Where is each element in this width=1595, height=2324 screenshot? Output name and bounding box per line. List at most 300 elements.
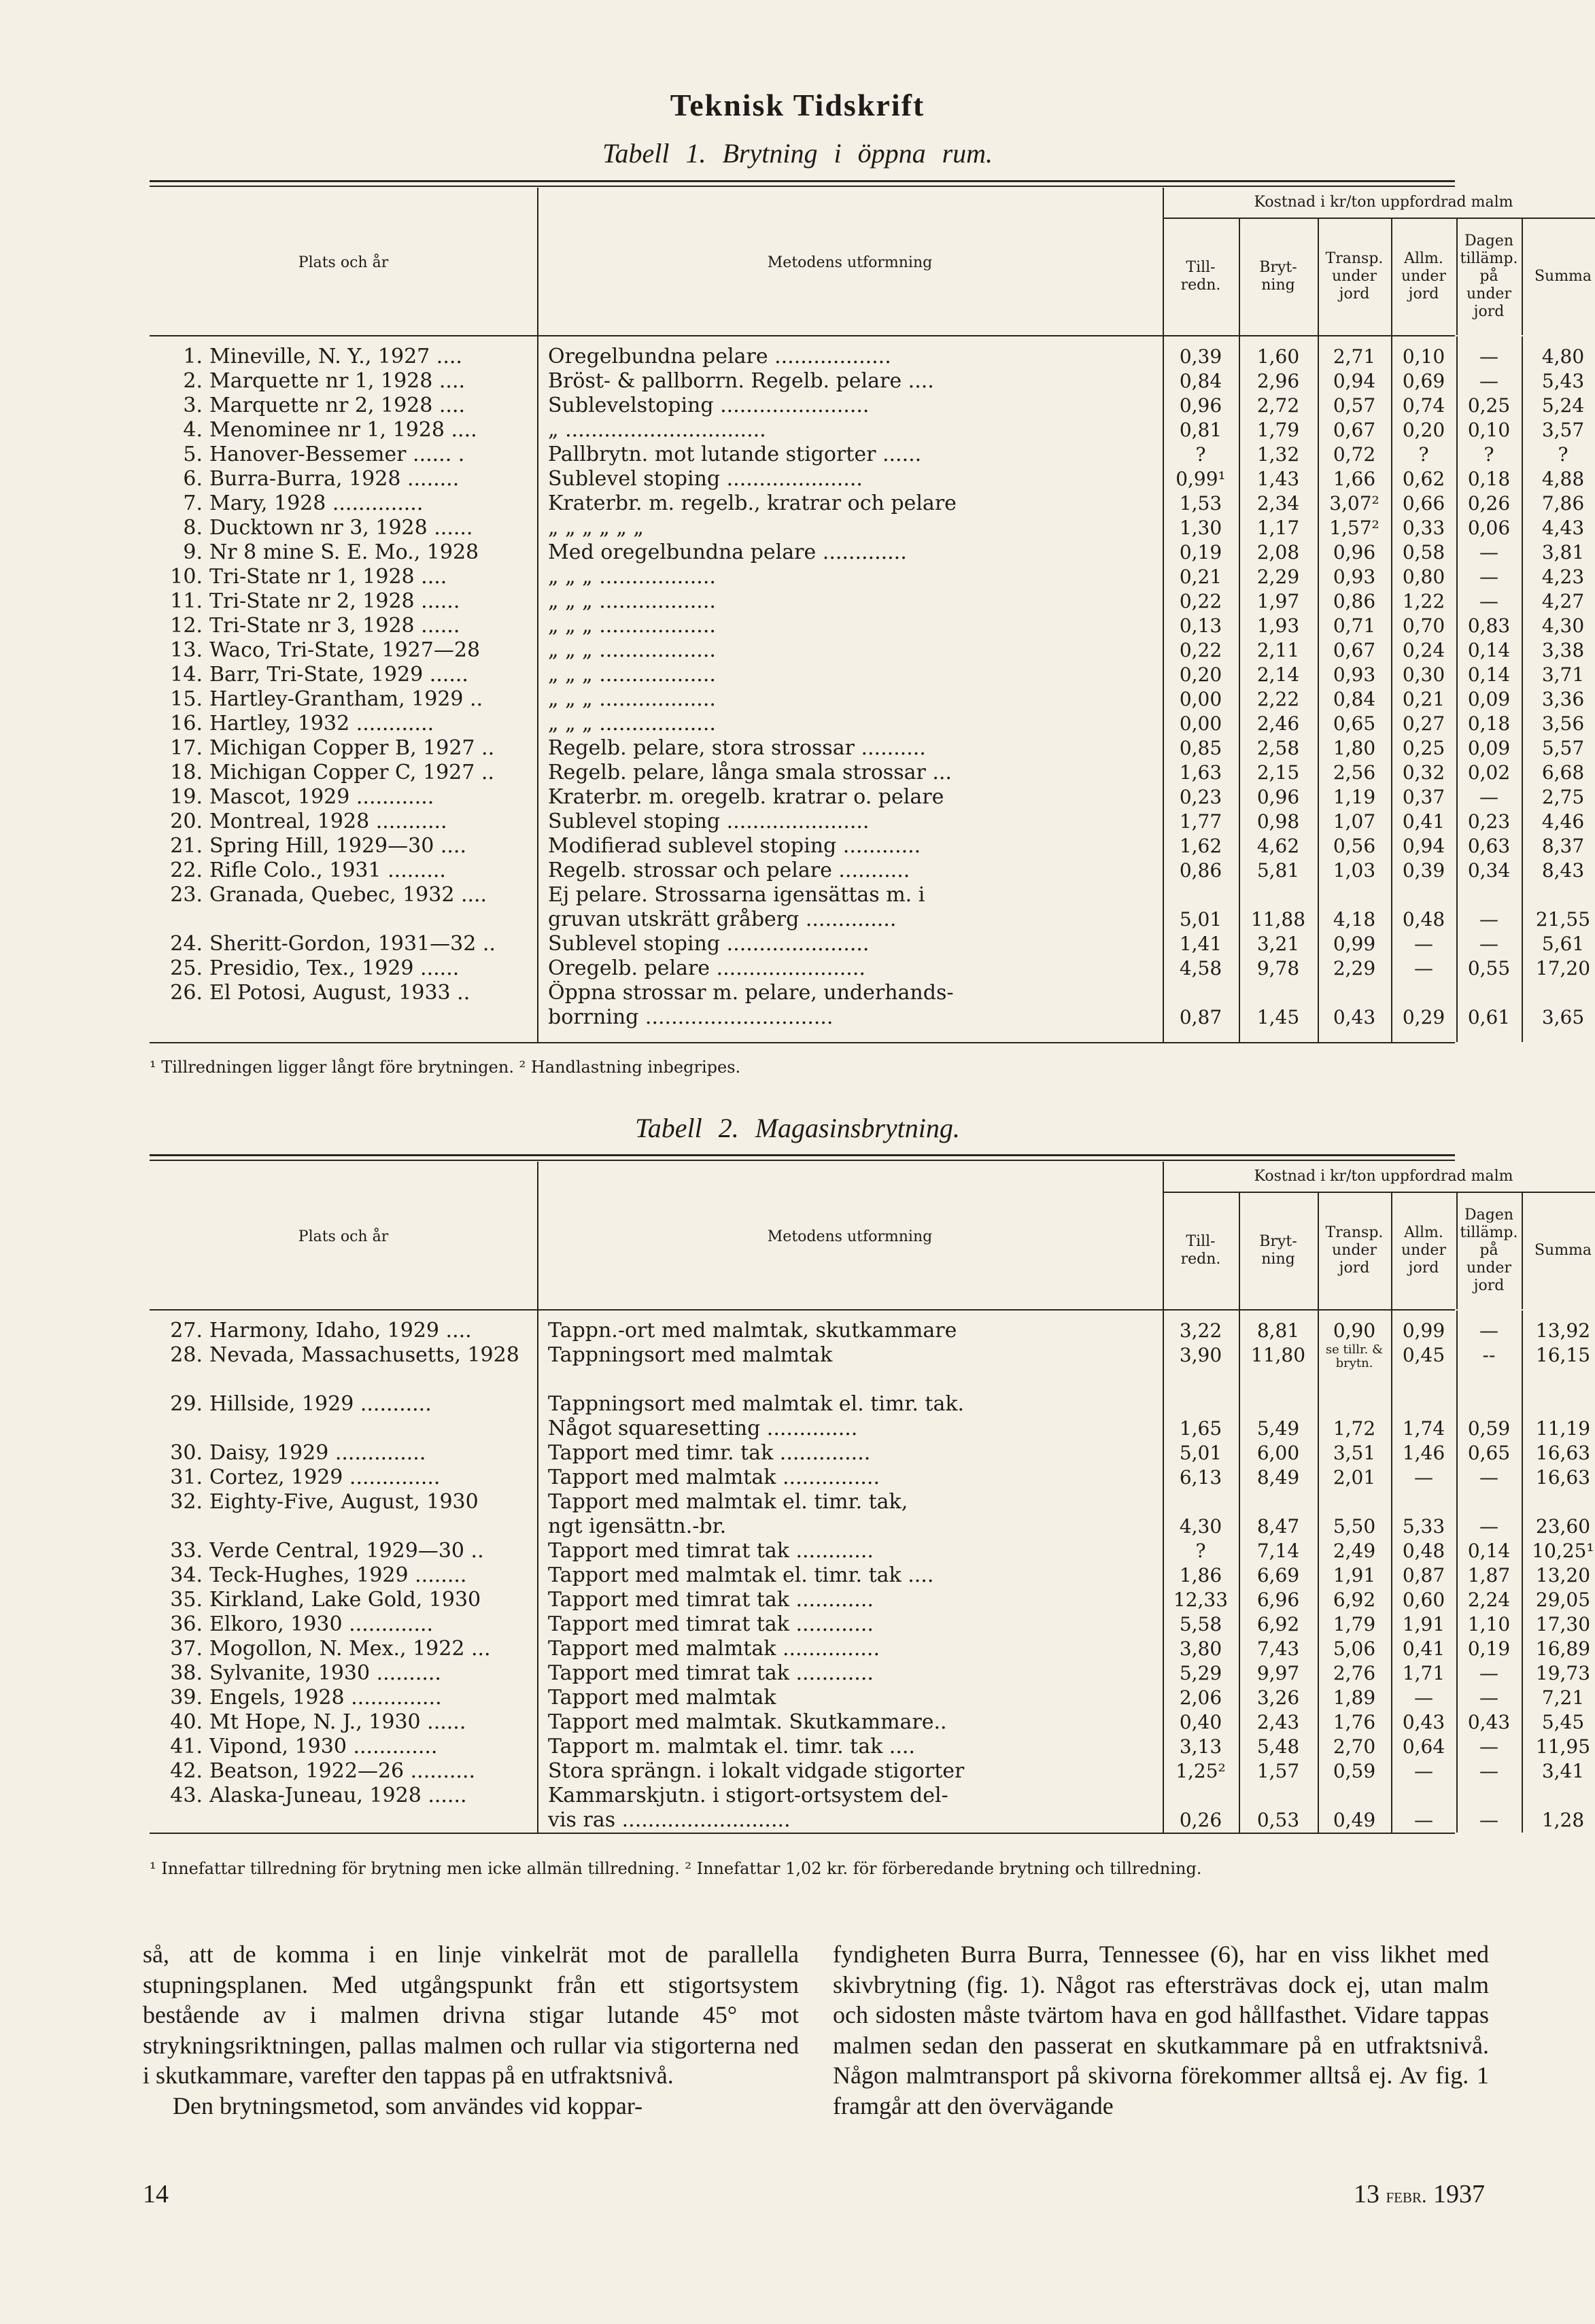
row-method: Sublevel stoping ...................... bbox=[548, 932, 870, 956]
row-place: Ducktown nr 3, 1928 ...... bbox=[209, 516, 473, 540]
table-row bbox=[150, 1005, 1585, 1030]
row-place: Hartley-Grantham, 1929 .. bbox=[209, 687, 483, 711]
row-value: 0,39 bbox=[1402, 859, 1445, 882]
row-value: 7,21 bbox=[1541, 1686, 1585, 1709]
row-value: 0,21 bbox=[1179, 566, 1222, 588]
row-value: 1,57 bbox=[1256, 1760, 1300, 1782]
table-row bbox=[150, 956, 1591, 981]
row-value: 2,29 bbox=[1333, 957, 1376, 979]
table-row bbox=[150, 687, 1585, 712]
row-value: 1,57² bbox=[1329, 517, 1379, 539]
row-value: — bbox=[1479, 541, 1498, 563]
row-place: Harmony, Idaho, 1929 .... bbox=[209, 1319, 472, 1342]
row-value: 0,96 bbox=[1179, 394, 1222, 417]
row-value: 1,86 bbox=[1179, 1564, 1222, 1586]
header-col-1: Bryt- ning bbox=[1259, 1232, 1297, 1268]
row-value: 0,23 bbox=[1467, 810, 1511, 833]
row-place: Burra-Burra, 1928 ........ bbox=[209, 467, 460, 491]
row-value: 1,45 bbox=[1256, 1006, 1300, 1028]
row-value: 0,00 bbox=[1179, 712, 1222, 735]
table-row bbox=[150, 467, 1585, 491]
row-value: 2,72 bbox=[1256, 394, 1300, 417]
table-row bbox=[150, 369, 1585, 394]
header-col-1: Bryt- ning bbox=[1259, 258, 1297, 294]
row-value: 3,21 bbox=[1256, 933, 1300, 955]
row-number: 33. bbox=[170, 1539, 203, 1563]
row-method: Tappningsort med malmtak el. timr. tak. bbox=[548, 1392, 965, 1416]
table-row bbox=[150, 1368, 1455, 1392]
row-value: 0,86 bbox=[1333, 590, 1376, 612]
table-row bbox=[150, 785, 1585, 810]
table-row bbox=[150, 736, 1585, 761]
row-place: Nevada, Massachusetts, 1928 bbox=[209, 1343, 519, 1367]
row-method: „ „ „ .................. bbox=[548, 614, 716, 638]
row-value: — bbox=[1479, 1466, 1498, 1489]
row-method: Sublevelstoping ....................... bbox=[548, 394, 870, 417]
row-number: 5. bbox=[183, 443, 203, 466]
row-place: Sylvanite, 1930 .......... bbox=[209, 1661, 441, 1685]
row-number: 17. bbox=[170, 736, 203, 760]
row-number: 38. bbox=[170, 1661, 203, 1685]
table2-footnote: ¹ Innefattar tillredning för brytning men icke allmän tillredning. ² Innefattar 1,02 kr. för förberedande brytning och tillredning. bbox=[150, 1859, 1202, 1878]
header-rule bbox=[150, 1160, 1455, 1161]
row-method: Tapport med timrat tak ............ bbox=[548, 1612, 874, 1636]
row-number: 9. bbox=[183, 540, 203, 564]
table2 bbox=[150, 1154, 1594, 1834]
row-value: — bbox=[1414, 1809, 1433, 1831]
table-row bbox=[150, 1392, 1455, 1417]
row-value: 2,75 bbox=[1541, 786, 1585, 808]
header-col-4: Dagen tillämp. på under jord bbox=[1460, 232, 1518, 320]
row-number: 39. bbox=[170, 1686, 203, 1710]
row-value: 0,57 bbox=[1333, 394, 1376, 417]
table-row bbox=[150, 1808, 1585, 1833]
row-method: „ „ „ .................. bbox=[548, 565, 716, 589]
row-method: „ „ „ .................. bbox=[548, 712, 716, 735]
row-value: — bbox=[1414, 1466, 1433, 1489]
row-value: 2,43 bbox=[1256, 1711, 1300, 1733]
row-method: Tapport med timr. tak .............. bbox=[548, 1441, 871, 1465]
row-value: 2,34 bbox=[1256, 492, 1300, 515]
row-value: 16,63 bbox=[1535, 1466, 1591, 1489]
row-value: 0,19 bbox=[1467, 1637, 1511, 1660]
row-value: 0,22 bbox=[1179, 590, 1222, 612]
row-place: Beatson, 1922—26 .......... bbox=[209, 1759, 476, 1783]
row-number: 1. bbox=[183, 345, 203, 368]
row-value: 0,59 bbox=[1333, 1760, 1376, 1782]
row-place: Menominee nr 1, 1928 .... bbox=[209, 418, 477, 442]
row-value: 2,24 bbox=[1467, 1589, 1511, 1611]
row-number: 20. bbox=[170, 810, 203, 833]
row-place: Michigan Copper C, 1927 .. bbox=[209, 761, 494, 784]
row-value: 0,55 bbox=[1467, 957, 1511, 979]
row-value: 3,07² bbox=[1329, 492, 1379, 515]
row-value: 3,71 bbox=[1541, 663, 1585, 686]
row-method: Regelb. pelare, långa smala strossar ... bbox=[548, 761, 952, 784]
row-number: 34. bbox=[170, 1563, 203, 1587]
table-row bbox=[150, 907, 1591, 932]
row-number: 18. bbox=[170, 761, 203, 784]
row-value: 4,88 bbox=[1541, 468, 1585, 490]
row-number: 16. bbox=[170, 712, 203, 735]
row-value: 2,08 bbox=[1256, 541, 1300, 563]
table-row bbox=[150, 981, 1455, 1005]
table-row bbox=[150, 1417, 1591, 1441]
row-place: Mary, 1928 .............. bbox=[209, 491, 424, 515]
table-row bbox=[150, 859, 1585, 883]
row-value: 3,36 bbox=[1541, 688, 1585, 710]
table2-caption: Tabell 2. Magasinsbrytning. bbox=[635, 1113, 960, 1143]
row-value: — bbox=[1479, 590, 1498, 612]
row-value: 1,91 bbox=[1402, 1613, 1445, 1635]
row-number: 37. bbox=[170, 1637, 203, 1661]
row-number: 3. bbox=[183, 394, 203, 417]
row-method: borrning ............................. bbox=[548, 1005, 834, 1029]
row-method: Regelb. pelare, stora strossar .......... bbox=[548, 736, 926, 760]
header-col-0: Till- redn. bbox=[1180, 1232, 1221, 1268]
row-value: 1,30 bbox=[1179, 517, 1222, 539]
row-value: 1,53 bbox=[1179, 492, 1222, 515]
column-rule bbox=[537, 188, 538, 335]
row-value: 0,20 bbox=[1402, 419, 1445, 441]
row-value: 6,92 bbox=[1256, 1613, 1300, 1635]
row-place: Barr, Tri-State, 1929 ...... bbox=[209, 663, 468, 687]
row-value: 0,87 bbox=[1179, 1006, 1222, 1028]
header-col-5: Summa bbox=[1534, 1241, 1592, 1259]
row-method: Oregelb. pelare ....................... bbox=[548, 956, 865, 980]
header-rule bbox=[1163, 218, 1595, 219]
header-method: Metodens utformning bbox=[767, 254, 933, 271]
row-number: 21. bbox=[170, 834, 203, 858]
row-value: 5,49 bbox=[1256, 1417, 1300, 1440]
row-value: 0,93 bbox=[1333, 663, 1376, 686]
row-value: — bbox=[1414, 957, 1433, 979]
row-place: Sheritt-Gordon, 1931—32 .. bbox=[209, 932, 496, 956]
row-place: Verde Central, 1929—30 .. bbox=[209, 1539, 484, 1563]
row-value: 2,15 bbox=[1256, 761, 1300, 784]
row-value: 0,96 bbox=[1333, 541, 1376, 563]
row-value: 0,99 bbox=[1402, 1319, 1445, 1342]
row-value: 1,41 bbox=[1179, 933, 1222, 955]
row-method: Kraterbr. m. oregelb. kratrar o. pelare bbox=[548, 785, 944, 809]
row-method: Modifierad sublevel stoping ............ bbox=[548, 834, 921, 858]
row-value: 0,10 bbox=[1402, 345, 1445, 368]
row-value: — bbox=[1479, 566, 1498, 588]
row-value: 3,65 bbox=[1541, 1006, 1585, 1028]
header-col-5: Summa bbox=[1534, 267, 1592, 285]
row-value: 3,41 bbox=[1541, 1760, 1585, 1782]
issue-date: 13 febr. 1937 bbox=[1353, 2180, 1485, 2208]
row-value: 0,13 bbox=[1179, 614, 1222, 637]
row-place: Kirkland, Lake Gold, 1930 bbox=[209, 1588, 481, 1612]
row-place: Engels, 1928 .............. bbox=[209, 1686, 442, 1710]
row-place: Mt Hope, N. J., 1930 ...... bbox=[209, 1710, 466, 1734]
row-value: 3,26 bbox=[1256, 1686, 1300, 1709]
row-value: 1,66 bbox=[1333, 468, 1376, 490]
table1 bbox=[150, 180, 1592, 1043]
row-value: 0,32 bbox=[1402, 761, 1445, 784]
row-value: 0,58 bbox=[1402, 541, 1445, 563]
row-number: 43. bbox=[170, 1784, 203, 1807]
table-row bbox=[150, 443, 1568, 467]
row-value: 0,06 bbox=[1467, 517, 1511, 539]
row-value: 0,80 bbox=[1402, 566, 1445, 588]
row-value: — bbox=[1479, 370, 1498, 392]
row-number: 4. bbox=[183, 418, 203, 442]
row-value: 5,06 bbox=[1333, 1637, 1376, 1660]
table-row bbox=[150, 1759, 1585, 1784]
row-method: Stora sprängn. i lokalt vidgade stigorter bbox=[548, 1759, 965, 1783]
row-place: El Potosi, August, 1933 .. bbox=[209, 981, 470, 1005]
row-number: 7. bbox=[183, 491, 203, 515]
row-value: 0,39 bbox=[1179, 345, 1222, 368]
row-value: 1,91 bbox=[1333, 1564, 1376, 1586]
row-value: 5,33 bbox=[1402, 1515, 1445, 1538]
row-place: Mascot, 1929 ............ bbox=[209, 785, 434, 809]
row-value: 5,81 bbox=[1256, 859, 1300, 882]
row-place: Mogollon, N. Mex., 1922 ... bbox=[209, 1637, 491, 1661]
row-value: 1,17 bbox=[1256, 517, 1300, 539]
row-value: 1,77 bbox=[1179, 810, 1222, 833]
row-method: „ „ „ .................. bbox=[548, 638, 716, 662]
row-number: 24. bbox=[170, 932, 203, 956]
table-body bbox=[150, 1311, 1594, 1834]
row-value: 2,06 bbox=[1179, 1686, 1222, 1709]
table-row bbox=[150, 589, 1585, 614]
row-value: 3,80 bbox=[1179, 1637, 1222, 1660]
table-body bbox=[150, 336, 1591, 1043]
row-value: — bbox=[1479, 1515, 1498, 1538]
row-number: 11. bbox=[170, 589, 203, 613]
row-number: 41. bbox=[170, 1735, 203, 1758]
row-value: 11,95 bbox=[1535, 1735, 1591, 1758]
row-value: 0,14 bbox=[1467, 663, 1511, 686]
row-value: 11,88 bbox=[1250, 908, 1306, 931]
header-cost-group: Kostnad i kr/ton uppfordrad malm bbox=[1254, 194, 1513, 211]
row-value: 13,92 bbox=[1535, 1319, 1591, 1342]
row-value: 1,80 bbox=[1333, 737, 1376, 759]
table-row bbox=[150, 1563, 1591, 1588]
row-number: 31. bbox=[170, 1465, 203, 1489]
row-number: 27. bbox=[170, 1319, 203, 1342]
row-place: Mineville, N. Y., 1927 .... bbox=[209, 345, 462, 368]
row-value: 5,24 bbox=[1541, 394, 1585, 417]
row-value: 0,19 bbox=[1179, 541, 1222, 563]
table-row bbox=[150, 1637, 1591, 1661]
row-number: 29. bbox=[170, 1392, 203, 1416]
row-value: 29,05 bbox=[1535, 1589, 1591, 1611]
table-row bbox=[150, 1612, 1591, 1637]
row-value: 0,61 bbox=[1467, 1006, 1511, 1028]
row-method: Kammarskjutn. i stigort-ortsystem del- bbox=[548, 1784, 948, 1807]
row-value: 23,60 bbox=[1535, 1515, 1591, 1538]
row-value: 0,69 bbox=[1402, 370, 1445, 392]
row-place: Vipond, 1930 ............. bbox=[209, 1735, 438, 1758]
row-value: 0,63 bbox=[1467, 835, 1511, 857]
row-value: 0,74 bbox=[1402, 394, 1445, 417]
row-value: 0,72 bbox=[1333, 443, 1376, 466]
table-row bbox=[150, 834, 1585, 859]
row-method: „ „ „ .................. bbox=[548, 589, 716, 613]
row-number: 12. bbox=[170, 614, 203, 638]
row-value: 3,13 bbox=[1179, 1735, 1222, 1758]
row-value: ? bbox=[1418, 443, 1429, 466]
row-value: 0,34 bbox=[1467, 859, 1511, 882]
row-place: Presidio, Tex., 1929 ...... bbox=[209, 956, 460, 980]
row-value: 0,81 bbox=[1179, 419, 1222, 441]
row-number: 32. bbox=[170, 1490, 203, 1514]
row-value: 1,87 bbox=[1467, 1564, 1511, 1586]
row-value: 0,99 bbox=[1333, 933, 1376, 955]
row-number: 40. bbox=[170, 1710, 203, 1734]
row-value: 0,24 bbox=[1402, 639, 1445, 661]
header-cost-group: Kostnad i kr/ton uppfordrad malm bbox=[1254, 1168, 1513, 1185]
table-row bbox=[150, 516, 1585, 540]
row-place: Daisy, 1929 .............. bbox=[209, 1441, 426, 1465]
row-value: 0,83 bbox=[1467, 614, 1511, 637]
row-method: Tapport med timrat tak ............ bbox=[548, 1539, 874, 1563]
row-value: 0,41 bbox=[1402, 1637, 1445, 1660]
table-rows bbox=[150, 345, 1591, 1030]
row-value: — bbox=[1479, 786, 1498, 808]
row-value: 1,79 bbox=[1333, 1613, 1376, 1635]
row-value: 16,15 bbox=[1535, 1344, 1591, 1366]
row-value: 4,62 bbox=[1256, 835, 1300, 857]
row-value: 6,69 bbox=[1256, 1564, 1300, 1586]
row-method: „ ............................... bbox=[548, 418, 766, 442]
row-value: 1,03 bbox=[1333, 859, 1376, 882]
row-value: 0,18 bbox=[1467, 712, 1511, 735]
row-number: 10. bbox=[170, 565, 203, 589]
row-method: Tapport med malmtak bbox=[548, 1686, 776, 1710]
row-value: 0,14 bbox=[1467, 1540, 1511, 1562]
row-value: 0,99¹ bbox=[1176, 468, 1226, 490]
row-value: 6,92 bbox=[1333, 1589, 1376, 1611]
row-value: 0,37 bbox=[1402, 786, 1445, 808]
row-value: 11,80 bbox=[1250, 1344, 1306, 1366]
row-value: 1,07 bbox=[1333, 810, 1376, 833]
row-value: 0,09 bbox=[1467, 737, 1511, 759]
row-value: 8,47 bbox=[1256, 1515, 1300, 1538]
row-value: 7,14 bbox=[1256, 1540, 1300, 1562]
row-method: „ „ „ .................. bbox=[548, 663, 716, 687]
row-method: Tapport med timrat tak ............ bbox=[548, 1661, 874, 1685]
row-value: 17,30 bbox=[1535, 1613, 1591, 1635]
row-value: 1,89 bbox=[1333, 1686, 1376, 1709]
row-value: 5,01 bbox=[1179, 1442, 1222, 1464]
row-value: 1,25² bbox=[1176, 1760, 1226, 1782]
row-place: Waco, Tri-State, 1927—28 bbox=[209, 638, 481, 662]
row-method: Tapport med timrat tak ............ bbox=[548, 1588, 874, 1612]
row-value: 0,64 bbox=[1402, 1735, 1445, 1758]
row-value: 0,10 bbox=[1467, 419, 1511, 441]
row-value: 5,43 bbox=[1541, 370, 1585, 392]
row-value: 0,85 bbox=[1179, 737, 1222, 759]
row-value: 6,96 bbox=[1256, 1589, 1300, 1611]
table-row bbox=[150, 540, 1585, 565]
row-value: se tillr. & brytn. bbox=[1325, 1343, 1384, 1370]
table-row bbox=[150, 712, 1585, 736]
row-value: 1,22 bbox=[1402, 590, 1445, 612]
row-place: Teck-Hughes, 1929 ........ bbox=[209, 1563, 467, 1587]
row-method: Tappn.-ort med malmtak, skutkammare bbox=[548, 1319, 957, 1342]
row-method: Tapport med malmtak el. timr. tak, bbox=[548, 1490, 908, 1514]
row-place: Spring Hill, 1929—30 .... bbox=[209, 834, 466, 858]
row-value: 0,43 bbox=[1402, 1711, 1445, 1733]
row-method: „ „ „ „ „ „ bbox=[548, 516, 644, 540]
row-value: 0,84 bbox=[1333, 688, 1376, 710]
row-place: Elkoro, 1930 ............. bbox=[209, 1612, 434, 1636]
row-value: 0,71 bbox=[1333, 614, 1376, 637]
row-number: 30. bbox=[170, 1441, 203, 1465]
row-value: 0,45 bbox=[1402, 1344, 1445, 1366]
row-value: 0,14 bbox=[1467, 639, 1511, 661]
row-value: 0,09 bbox=[1467, 688, 1511, 710]
row-number: 8. bbox=[183, 516, 203, 540]
table-row bbox=[150, 1588, 1591, 1612]
row-value: 1,28 bbox=[1541, 1809, 1585, 1831]
row-value: 0,41 bbox=[1402, 810, 1445, 833]
table-rows bbox=[150, 1319, 1594, 1833]
row-value: 0,53 bbox=[1256, 1809, 1300, 1831]
row-value: 0,98 bbox=[1256, 810, 1300, 833]
row-value: — bbox=[1479, 1809, 1498, 1831]
table-row bbox=[150, 345, 1585, 369]
header-method: Metodens utformning bbox=[767, 1228, 933, 1245]
row-value: 1,65 bbox=[1179, 1417, 1222, 1440]
row-value: 0,48 bbox=[1402, 908, 1445, 931]
row-place: Hartley, 1932 ............ bbox=[209, 712, 434, 735]
row-value: 1,43 bbox=[1256, 468, 1300, 490]
row-value: 0,33 bbox=[1402, 517, 1445, 539]
row-place: Alaska-Juneau, 1928 ...... bbox=[209, 1784, 467, 1807]
row-method: Tapport med malmtak. Skutkammare.. bbox=[548, 1710, 947, 1734]
row-value: 0,26 bbox=[1179, 1809, 1222, 1831]
page-number: 14 bbox=[143, 2180, 169, 2208]
row-value: 0,84 bbox=[1179, 370, 1222, 392]
row-number: 23. bbox=[170, 883, 203, 907]
row-value: 1,60 bbox=[1256, 345, 1300, 368]
row-value: 4,46 bbox=[1541, 810, 1585, 833]
row-value: 11,19 bbox=[1535, 1417, 1591, 1440]
row-value: ? bbox=[1195, 443, 1206, 466]
table-row bbox=[150, 1343, 1591, 1370]
row-value: 0,43 bbox=[1467, 1711, 1511, 1733]
row-method: Tapport med malmtak ............... bbox=[548, 1637, 880, 1661]
row-method: Sublevel stoping ...................... bbox=[548, 810, 870, 833]
row-method: vis ras .......................... bbox=[548, 1808, 791, 1832]
row-value: — bbox=[1479, 345, 1498, 368]
row-value: 17,20 bbox=[1535, 957, 1591, 979]
row-place: Tri-State nr 3, 1928 ...... bbox=[209, 614, 460, 638]
row-value: 9,78 bbox=[1256, 957, 1300, 979]
row-value: 4,58 bbox=[1179, 957, 1222, 979]
row-number: 14. bbox=[170, 663, 203, 687]
row-number: 2. bbox=[183, 369, 203, 393]
row-value: 0,86 bbox=[1179, 859, 1222, 882]
row-value: 1,63 bbox=[1179, 761, 1222, 784]
table-row bbox=[150, 883, 1455, 907]
row-value: 0,27 bbox=[1402, 712, 1445, 735]
table-row bbox=[150, 1686, 1585, 1710]
row-number: 26. bbox=[170, 981, 203, 1005]
row-value: — bbox=[1414, 1686, 1433, 1709]
row-value: 4,27 bbox=[1541, 590, 1585, 612]
table-row bbox=[150, 565, 1585, 589]
row-value: 8,37 bbox=[1541, 835, 1585, 857]
row-value: 4,43 bbox=[1541, 517, 1585, 539]
row-value: 1,79 bbox=[1256, 419, 1300, 441]
